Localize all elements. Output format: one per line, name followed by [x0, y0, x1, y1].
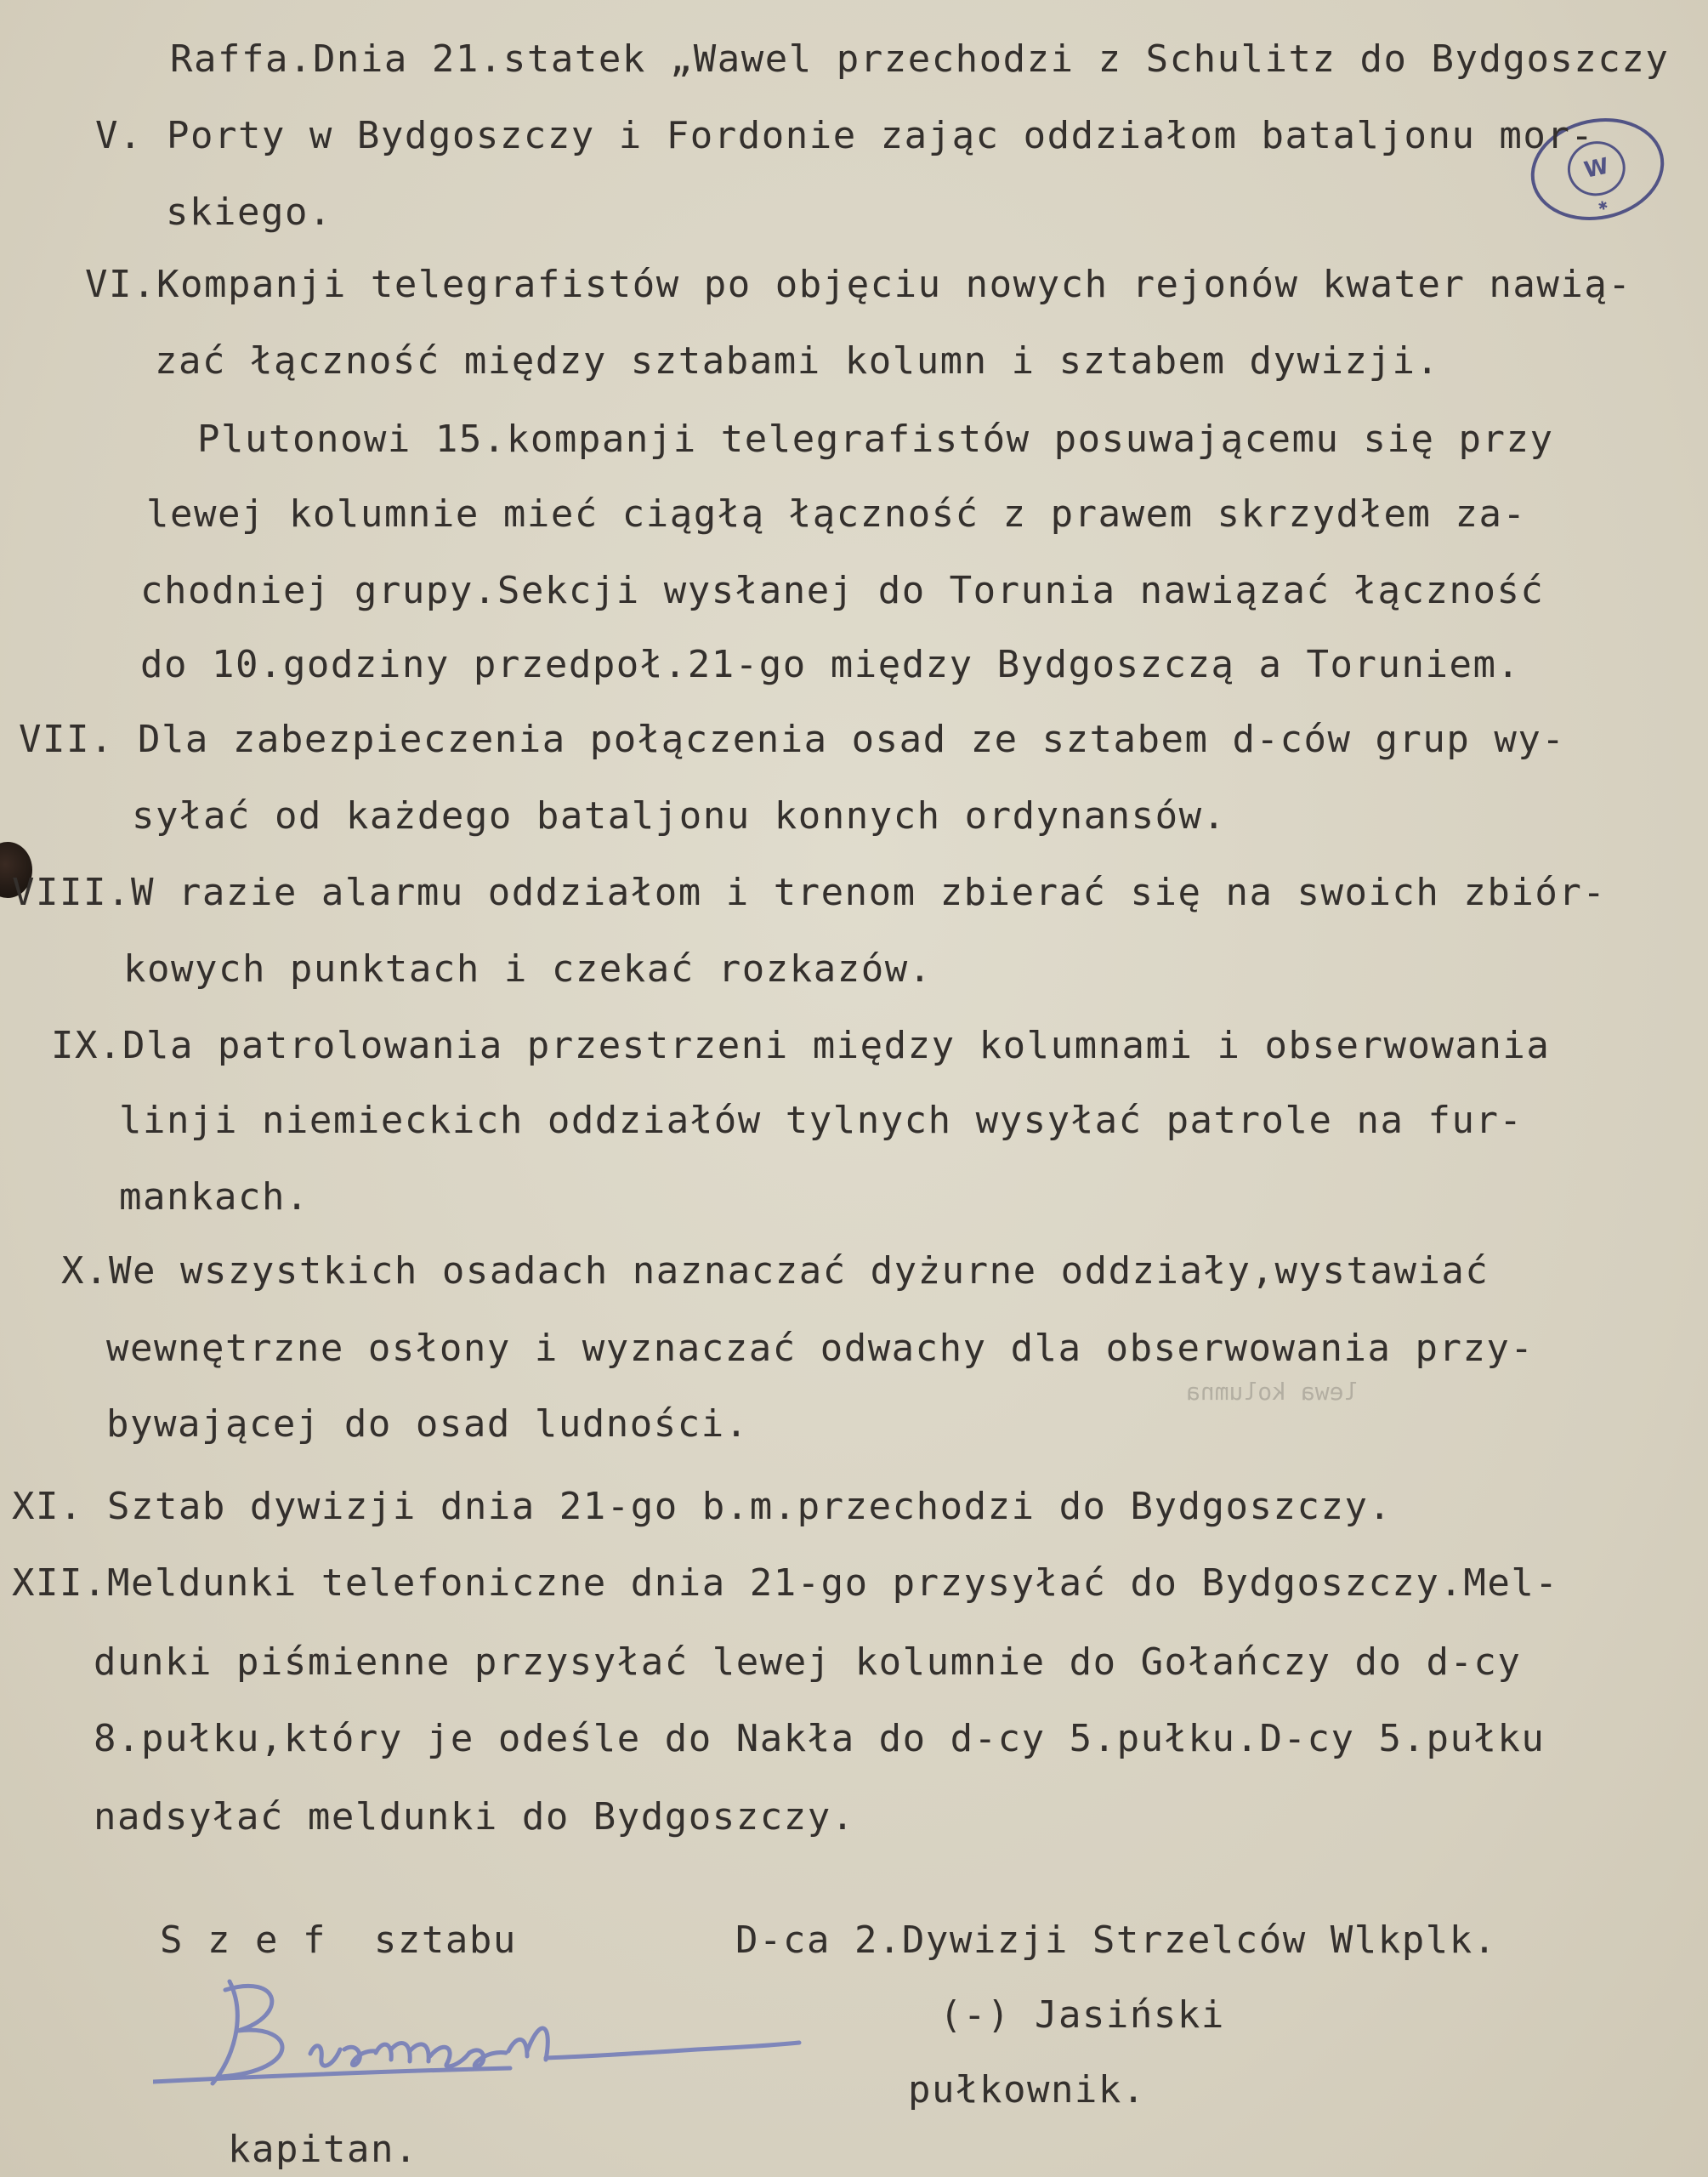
right-signature-title: D-ca 2.Dywizji Strzelców Wlkplk.: [735, 1918, 1497, 1962]
handwritten-signature: [153, 1964, 816, 2100]
text-line: lewej kolumnie mieć ciągłą łączność z prawem skrzydłem za-: [146, 492, 1527, 536]
text-line: IX.Dla patrolowania przestrzeni między kolumnami i obserwowania: [51, 1024, 1551, 1067]
text-line: 8.pułku,który je odeśle do Nakła do d-cy 5.pułku.D-cy 5.pułku: [94, 1717, 1546, 1760]
text-line: nadsyłać meldunki do Bydgoszczy.: [94, 1795, 855, 1839]
text-line: Plutonowi 15.kompanji telegrafistów posuwającemu się przy: [197, 418, 1554, 461]
text-line: mankach.: [119, 1175, 309, 1219]
text-line: zać łączność między sztabami kolumn i sztabem dywizji.: [155, 339, 1440, 383]
stamp-star-icon: ✱: [1596, 195, 1609, 215]
text-line: VIII.W razie alarmu oddziałom i trenom zbierać się na swoich zbiór-: [12, 871, 1607, 914]
text-line: dunki piśmienne przysyłać lewej kolumnie do Gołańczy do d-cy: [94, 1640, 1522, 1684]
text-line: do 10.godziny przedpoł.21-go między Bydgoszczą a Toruniem.: [140, 643, 1521, 686]
text-line: XI. Sztab dywizji dnia 21-go b.m.przechodzi do Bydgoszczy.: [12, 1485, 1393, 1528]
text-line: wewnętrzne osłony i wyznaczać odwachy dla obserwowania przy-: [106, 1327, 1535, 1370]
text-line: VI.Kompanji telegrafistów po objęciu nowych rejonów kwater nawią-: [85, 263, 1632, 306]
text-line: linji niemieckich oddziałów tylnych wysyłać patrole na fur-: [119, 1099, 1524, 1142]
text-line: skiego.: [166, 190, 332, 234]
text-line: X.We wszystkich osadach naznaczać dyżurne oddziały,wystawiać: [61, 1249, 1490, 1293]
text-line: VII. Dla zabezpieczenia połączenia osad ze sztabem d-ców grup wy-: [19, 718, 1566, 761]
text-line: bywającej do osad ludności.: [106, 1402, 749, 1446]
text-line: Raffa.Dnia 21.statek „Wawel przechodzi z Schulitz do Bydgoszczy: [170, 37, 1670, 81]
left-signature-title: S z e f sztabu: [160, 1918, 517, 1962]
text-line: XII.Meldunki telefoniczne dnia 21-go przysyłać do Bydgoszczy.Mel-: [12, 1561, 1559, 1605]
right-signature-name: (-) Jasiński: [939, 1993, 1225, 2037]
text-line: V. Porty w Bydgoszczy i Fordonie zając oddziałom bataljonu mor-: [95, 114, 1595, 157]
text-line: chodniej grupy.Sekcji wysłanej do Torunia nawiązać łączność: [140, 569, 1545, 612]
text-line: kowych punktach i czekać rozkazów.: [123, 947, 933, 991]
text-line: syłać od każdego bataljonu konnych ordynansów.: [132, 794, 1227, 838]
bleed-through-text: lewa kolumna: [1186, 1378, 1359, 1406]
stamp-letter: W: [1563, 136, 1631, 202]
right-signature-rank: pułkownik.: [908, 2068, 1146, 2112]
left-signature-rank: kapitan.: [228, 2128, 418, 2171]
